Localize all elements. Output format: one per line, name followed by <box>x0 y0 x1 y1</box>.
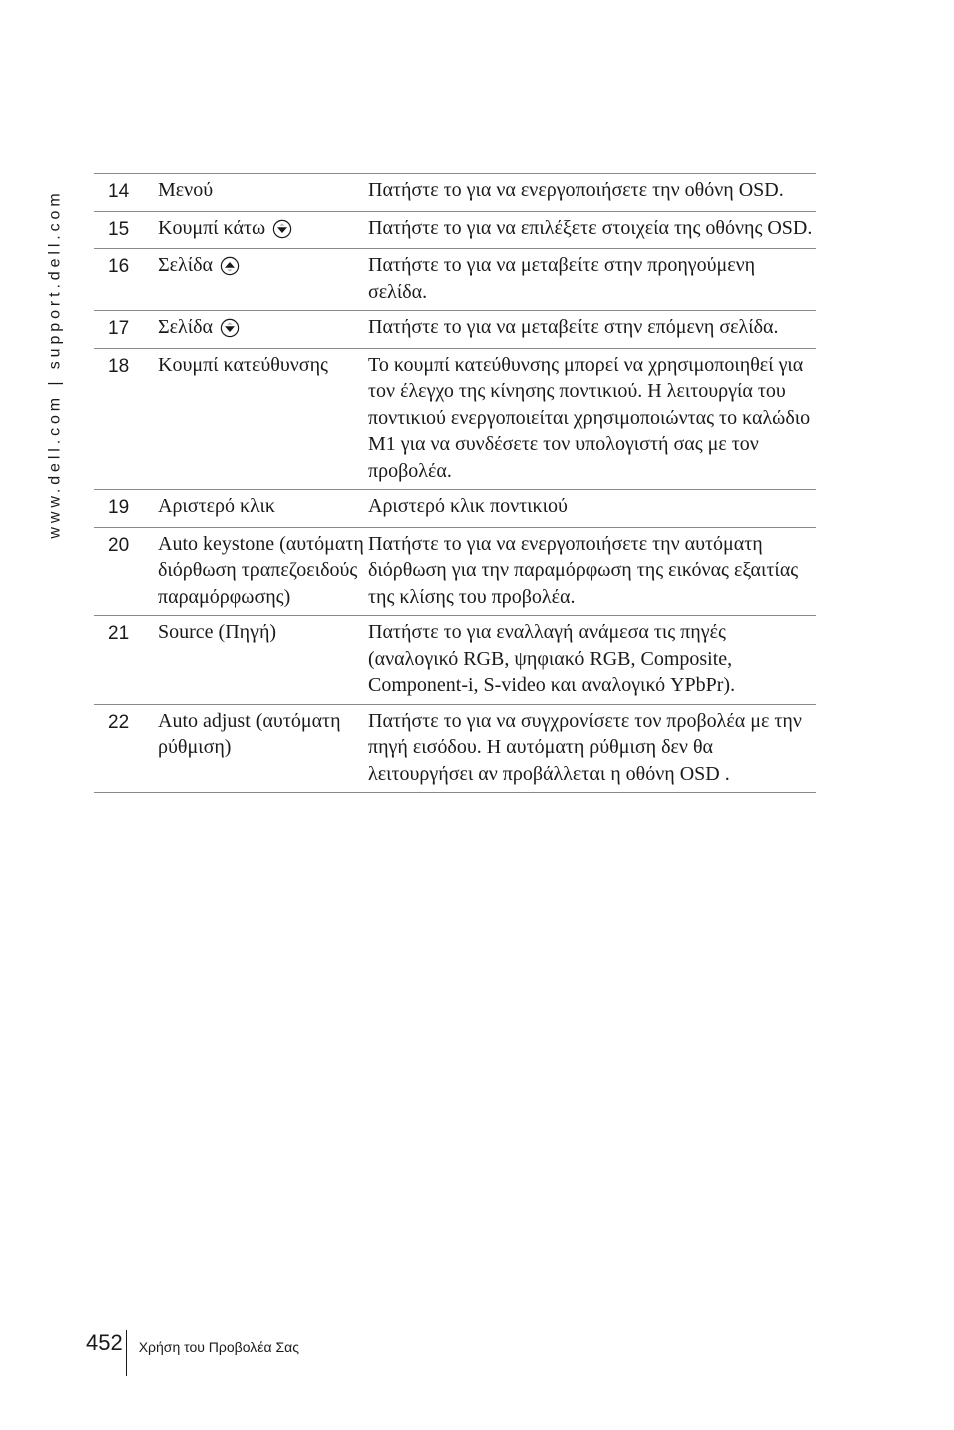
row-number: 18 <box>108 355 130 377</box>
row-name-text: Αριστερό κλικ <box>158 495 275 517</box>
row-name <box>158 177 368 206</box>
row-number: 22 <box>108 711 130 733</box>
row-description: Το κουμπί κατεύθυνσης μπορεί να χρησιμοποιηθεί για τον έλεγχο της κίνησης ποντικιού. Η λειτουργία του ποντικιού ενεργοποιείται χρησιμοποιώντας το καλώδιο M1 για να συνδέσετε τον υπολογιστή σας με τον προβολέα. <box>368 353 811 482</box>
row-description: Πατήστε το για να μεταβείτε στην προηγούμενη σελίδα. <box>368 254 756 303</box>
chapter-title: Χρήση του Προβολέα Σας <box>138 1339 299 1355</box>
row-name-text: Κουμπί κάτω <box>158 216 266 239</box>
table-row <box>94 174 816 212</box>
page-down-button-icon <box>220 318 240 338</box>
table-row <box>94 705 816 794</box>
row-name-text: Source (Πηγή) <box>158 621 277 643</box>
row-name <box>158 708 368 788</box>
row-name-text: Κουμπί κατεύθυνσης <box>158 353 328 376</box>
row-number: 14 <box>108 181 130 202</box>
page-up-button-icon <box>220 256 240 276</box>
row-name <box>158 531 368 611</box>
row-name-text: Auto keystone (αυτόματη διόρθωση τραπεζοειδούς παραμόρφωσης) <box>158 532 364 608</box>
side-url <box>44 172 68 556</box>
row-description: Πατήστε το για εναλλαγή ανάμεσα τις πηγές (αναλογικό RGB, ψηφιακό RGB, Composite, Component-i, S-video και αναλογικό YPbPr). <box>368 621 736 696</box>
side-url-text: www.dell.com | support.dell.com <box>47 189 64 539</box>
row-description: Πατήστε το για να επιλέξετε στοιχεία της οθόνης OSD. <box>368 216 813 239</box>
row-name-text: Σελίδα <box>158 254 214 276</box>
table-row <box>94 490 816 528</box>
row-number: 15 <box>108 218 130 240</box>
row-description: Πατήστε το για να μεταβείτε στην επόμενη σελίδα. <box>368 316 779 338</box>
row-description: Πατήστε το για να ενεργοποιήσετε την αυτόματη διόρθωση για την παραμόρφωση της εικόνας εξαιτίας της κλίσης του προβολέα. <box>368 532 799 608</box>
table-row <box>94 528 816 617</box>
row-name-text: Auto adjust (αυτόματη ρύθμιση) <box>158 709 341 758</box>
row-number: 17 <box>108 318 130 339</box>
row-description: Πατήστε το για να ενεργοποιήσετε την οθόνη OSD. <box>368 179 784 201</box>
buttons-table <box>94 173 816 793</box>
table-row <box>94 311 816 349</box>
table-row <box>94 616 816 705</box>
row-name <box>158 493 368 522</box>
down-button-icon <box>272 219 292 239</box>
row-name <box>158 252 368 305</box>
row-name <box>158 619 368 699</box>
row-name-text: Σελίδα <box>158 316 214 338</box>
row-name <box>158 352 368 485</box>
table-row <box>94 249 816 311</box>
row-description: Αριστερό κλικ ποντικιού <box>368 495 568 517</box>
row-name-text: Μενού <box>158 179 214 201</box>
table-row <box>94 349 816 491</box>
footer-divider <box>126 1330 127 1376</box>
row-name <box>158 314 368 343</box>
page-number: 452 <box>86 1330 123 1355</box>
row-name <box>158 215 368 244</box>
row-number: 21 <box>108 623 130 644</box>
row-number: 16 <box>108 256 130 277</box>
table-row <box>94 212 816 250</box>
row-description: Πατήστε το για να συγχρονίσετε τον προβολέα με την πηγή εισόδου. Η αυτόματη ρύθμιση δεν θα λειτουργήσει αν προβάλλεται η οθόνη OSD . <box>368 709 802 785</box>
row-number: 19 <box>108 497 130 518</box>
row-number: 20 <box>108 534 130 556</box>
page-footer <box>86 1330 299 1376</box>
